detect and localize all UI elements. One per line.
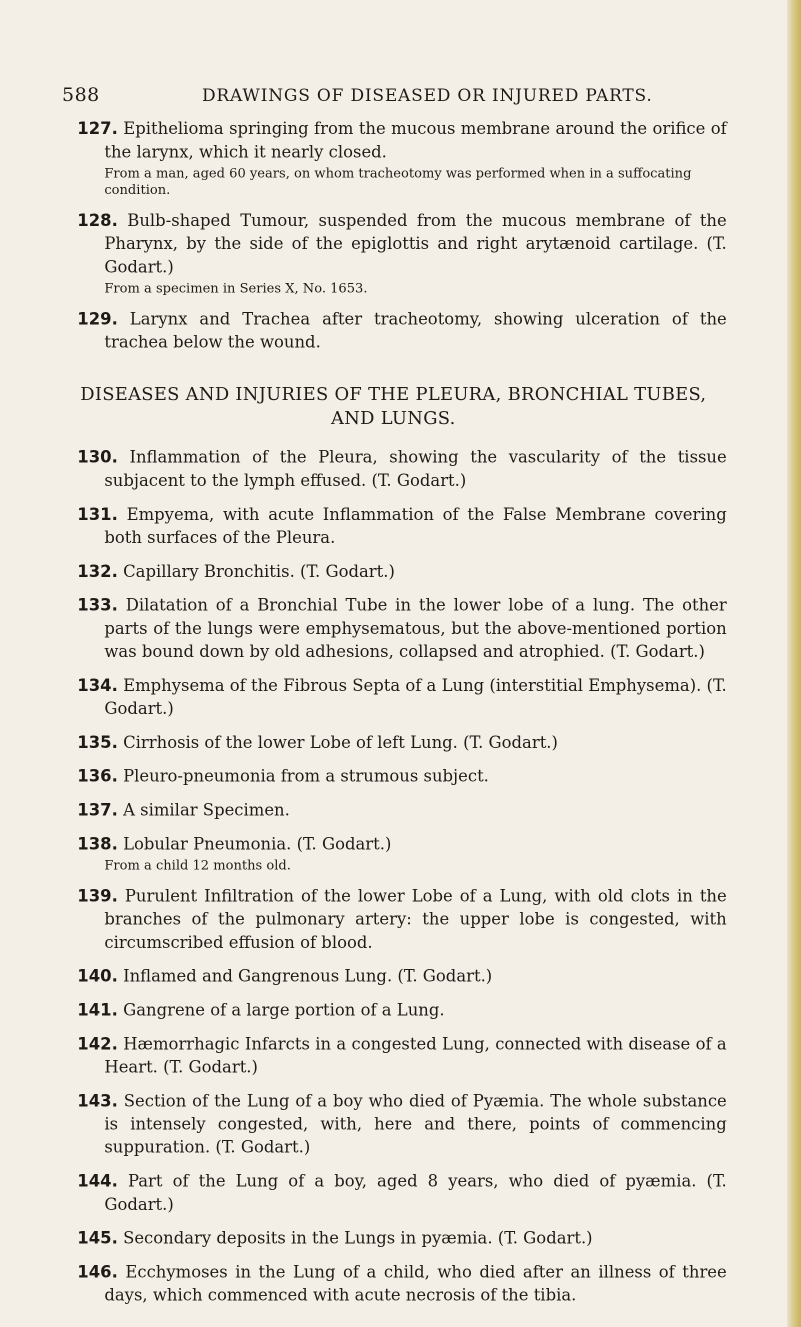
entry-number: 131. [77, 505, 118, 525]
entry-number: 132. [77, 562, 118, 582]
entry-note: From a specimen in Series X, No. 1653. [104, 281, 368, 297]
page-edge [787, 0, 801, 1327]
entry-description: Ecchymoses in the Lung of a child, who died after an illness of three days, which commenced with acute necrosis of the tibia. [104, 1262, 727, 1306]
entry-number: 146. [77, 1262, 118, 1283]
entry-description: Emphysema of the Fibrous Septa of a Lung (interstitial Emphysema). (T. Godart.) [104, 676, 727, 719]
catalogue-entry [77, 594, 726, 664]
catalogue-entry [77, 999, 726, 1022]
entry-number: 140. [77, 967, 118, 987]
entry-number: 134. [77, 676, 118, 696]
header-title: DRAWINGS OF DISEASED OR INJURED PARTS. [202, 86, 653, 106]
entry-description: Part of the Lung of a boy, aged 8 years, who died of pyæmia. (T. Godart.) [104, 1172, 727, 1215]
catalogue-entry [77, 731, 726, 754]
entry-number: 136. [77, 767, 118, 787]
entry-description: Larynx and Trachea after tracheotomy, showing ulceration of the trachea below the wound. [104, 310, 727, 353]
catalogue-entry [77, 674, 726, 720]
catalogue-entry [77, 965, 726, 988]
entry-number: 130. [77, 448, 118, 468]
catalogue-entry [77, 503, 726, 549]
entry-note: From a man, aged 60 years, on whom tracheotomy was performed when in a suffocating condition. [104, 166, 692, 198]
catalogue-entry [77, 1261, 726, 1307]
entry-number: 143. [77, 1091, 118, 1112]
catalogue-entry [77, 1033, 726, 1079]
catalogue-entry [77, 765, 726, 788]
entry-number: 141. [77, 1001, 118, 1021]
page-number: 588 [62, 84, 100, 106]
entry-description: Epithelioma springing from the mucous membrane around the orifice of the larynx, which it nearly closed. [104, 119, 727, 163]
catalogue-entry [77, 799, 726, 822]
entry-number: 128. [77, 211, 118, 231]
catalogue-entry [77, 446, 726, 492]
catalogue-entry [77, 560, 726, 583]
entry-description: Pleuro-pneumonia from a strumous subject. [123, 767, 489, 787]
entry-number: 127. [77, 119, 118, 139]
entry-description: Dilatation of a Bronchial Tube in the lower lobe of a lung. The other parts of the lungs were emphysematous, but the above-mentioned portion was bound down by old adhesions, collapsed and atrophied. (T. Godart.) [104, 596, 727, 662]
entry-description: Cirrhosis of the lower Lobe of left Lung. (T. Godart.) [123, 733, 558, 753]
catalogue-entry [77, 1227, 726, 1250]
entry-description: Bulb-shaped Tumour, suspended from the mucous membrane of the Pharynx, by the side of the epiglottis and right arytænoid cartilage. (T. Godart.) [104, 211, 727, 278]
entry-number: 139. [77, 886, 118, 907]
catalogue-entry [77, 118, 726, 199]
entry-number: 138. [77, 834, 118, 855]
catalogue-entry [77, 1170, 726, 1216]
entry-note: From a child 12 months old. [104, 857, 291, 874]
entry-description: Section of the Lung of a boy who died of Pyæmia. The whole substance is intensely congested, with, here and there, points of commencing suppuration. (T. Godart.) [104, 1091, 727, 1158]
running-head [62, 84, 752, 108]
catalogue-entry [77, 210, 726, 298]
entry-number: 144. [77, 1172, 118, 1192]
entry-number: 129. [77, 310, 118, 330]
entry-number: 137. [77, 800, 118, 821]
entry-description: Gangrene of a large portion of a Lung. [123, 1001, 445, 1021]
entry-description: Purulent Infiltration of the lower Lobe of a Lung, with old clots in the branches of the pulmonary artery: the upper lobe is congested, with circumscribed effusion of blood. [104, 886, 727, 953]
entry-description: Lobular Pneumonia. (T. Godart.) [123, 834, 392, 855]
catalogue-entry [77, 1090, 726, 1160]
entry-number: 133. [77, 596, 118, 616]
catalogue-entry [77, 885, 726, 955]
entry-number: 135. [77, 733, 118, 753]
entry-number: 142. [77, 1034, 118, 1055]
catalogue-entry [77, 833, 726, 875]
entry-description: Secondary deposits in the Lungs in pyæmia. (T. Godart.) [123, 1229, 593, 1249]
entry-number: 145. [77, 1229, 118, 1249]
entry-description: Capillary Bronchitis. (T. Godart.) [123, 562, 395, 582]
catalogue-entry [77, 308, 726, 354]
entry-description: A similar Specimen. [123, 800, 290, 821]
entry-description: Hæmorrhagic Infarcts in a congested Lung, connected with disease of a Heart. (T. Godart.) [104, 1034, 727, 1078]
entry-description: Inflamed and Gangrenous Lung. (T. Godart.) [123, 967, 493, 987]
section-heading: DISEASES AND INJURIES OF THE PLEURA, BRONCHIAL TUBES, AND LUNGS. [80, 384, 707, 429]
entry-description: Empyema, with acute Inflammation of the False Membrane covering both surfaces of the Pleura. [104, 505, 727, 548]
entry-description: Inflammation of the Pleura, showing the vascularity of the tissue subjacent to the lymph effused. (T. Godart.) [104, 448, 727, 491]
